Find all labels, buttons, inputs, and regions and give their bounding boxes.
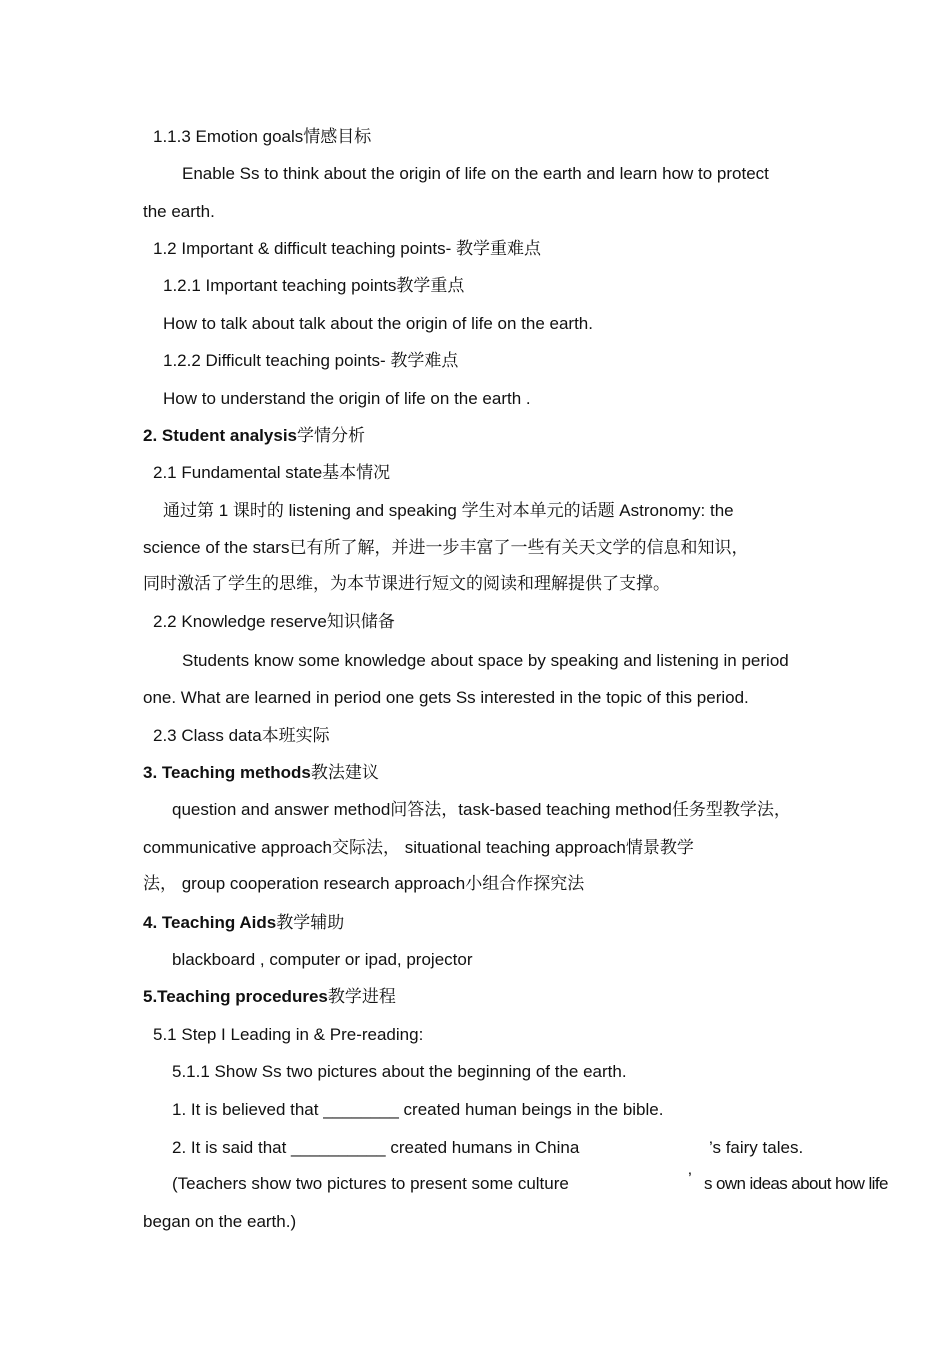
section-4-heading <box>143 912 344 934</box>
section-3-line2: communicative approach交际法， situational teaching approach情景教学 <box>143 838 694 857</box>
section-5-1-step: 5.1 Step I Leading in & Pre-reading: <box>153 1025 424 1044</box>
section-4-heading-cn: 教学辅助 <box>276 913 345 932</box>
question-2-part1: 2. It is said that __________ created humans in China <box>172 1138 580 1157</box>
section-4-heading-en: 4. Teaching Aids <box>143 913 277 932</box>
section-5-heading-en: 5.Teaching procedures <box>143 987 328 1006</box>
section-2-1-heading: 2.1 Fundamental state基本情况 <box>153 463 391 482</box>
section-5-1-1-sub: 5.1.1 Show Ss two pictures about the beginning of the earth. <box>172 1062 627 1081</box>
section-1-2-1-heading: 1.2.1 Important teaching points教学重点 <box>163 276 465 295</box>
section-2-2-line1: Students know some knowledge about space by speaking and listening in period <box>182 651 789 670</box>
teacher-note-part1: (Teachers show two pictures to present some culture <box>172 1174 569 1193</box>
teacher-note-end: began on the earth.) <box>143 1212 297 1231</box>
section-2-heading <box>143 425 365 447</box>
section-2-2-line2: one. What are learned in period one gets Ss interested in the topic of this period. <box>143 688 749 707</box>
teacher-note-apostrophe: ’ <box>688 1169 692 1188</box>
section-2-1-line3: 同时激活了学生的思维，为本节课进行短文的阅读和理解提供了支撑。 <box>143 574 670 593</box>
section-3-line3: 法， group cooperation research approach小组合作探究法 <box>143 874 585 893</box>
section-2-heading-cn: 学情分析 <box>297 426 365 445</box>
section-2-heading-en: 2. Student analysis <box>143 426 297 445</box>
section-1-1-3-text-line2: the earth. <box>143 202 215 221</box>
section-1-2-heading: 1.2 Important & difficult teaching points- 教学重难点 <box>153 239 542 258</box>
section-1-2-2-text: How to understand the origin of life on the earth . <box>163 389 531 408</box>
section-2-2-heading: 2.2 Knowledge reserve知识储备 <box>153 612 395 631</box>
section-5-heading-cn: 教学进程 <box>327 987 396 1006</box>
section-1-1-3-text-line1: Enable Ss to think about the origin of life on the earth and learn how to protect <box>182 164 769 183</box>
section-2-3-heading: 2.3 Class data本班实际 <box>153 726 330 745</box>
section-3-heading-cn: 教法建议 <box>310 763 379 782</box>
teacher-note-part2: s own ideas about how life <box>704 1174 888 1193</box>
section-3-heading <box>143 762 379 784</box>
question-2-part2: ’s fairy tales. <box>709 1138 804 1157</box>
section-2-1-line2: science of the stars已有所了解，并进一步丰富了一些有关天文学的信息和知识， <box>143 538 749 557</box>
section-4-text: blackboard , computer or ipad, projector <box>172 950 473 969</box>
question-1: 1. It is believed that ________ created human beings in the bible. <box>172 1100 664 1119</box>
section-1-2-2-heading: 1.2.2 Difficult teaching points- 教学难点 <box>163 351 459 370</box>
section-1-2-1-text: How to talk about talk about the origin of life on the earth. <box>163 314 593 333</box>
section-5-heading <box>143 986 396 1008</box>
section-2-1-line1: 通过第 1 课时的 listening and speaking 学生对本单元的话题 Astronomy: the <box>163 501 734 520</box>
section-3-line1: question and answer method问答法，task-based teaching method任务型教学法， <box>172 800 791 819</box>
section-1-1-3-heading: 1.1.3 Emotion goals情感目标 <box>153 127 372 146</box>
section-3-heading-en: 3. Teaching methods <box>143 763 311 782</box>
